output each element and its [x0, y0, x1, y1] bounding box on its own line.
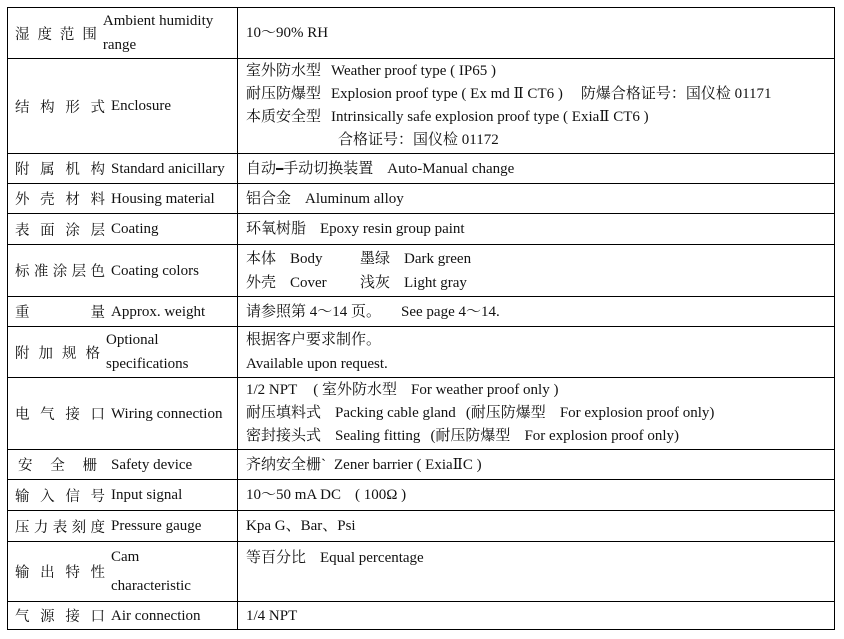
value-zh: 外壳	[246, 274, 277, 291]
label-zh-char: 重	[15, 305, 30, 321]
value-zh: 铝合金	[246, 190, 292, 207]
table-row	[8, 214, 835, 245]
value-text: 1/4 NPT	[246, 607, 298, 624]
value-zh: 本质安全型	[246, 109, 322, 125]
label-zh-char: 层	[71, 264, 87, 280]
value-zh: 室外防水型	[246, 63, 322, 79]
value-en: Light gray	[404, 274, 467, 291]
label-zh-char: 色	[90, 264, 105, 280]
value-zh: 根据客户要求制作。	[246, 332, 382, 348]
label-zh-char: 材	[65, 192, 80, 208]
label-zh	[8, 188, 111, 209]
value-en: For explosion proof only)	[559, 405, 715, 421]
table-row	[8, 297, 835, 327]
label-en: Optional specifications	[106, 332, 189, 372]
label-zh-char: 涂	[65, 222, 80, 239]
value-en: Aluminum alloy	[305, 190, 404, 207]
table-row	[8, 450, 835, 480]
row-label	[8, 59, 238, 154]
value-zh: ( 室外防水型	[313, 382, 398, 398]
label-zh-char: 围	[82, 26, 97, 43]
value-text: Kpa G、Bar、Psi	[246, 518, 356, 534]
label-zh-char: 构	[90, 162, 105, 178]
row-label	[8, 297, 238, 327]
label-zh	[8, 23, 103, 44]
label-zh-char: 度	[90, 519, 105, 536]
value-zh: 环氧树脂	[246, 221, 307, 237]
row-value	[238, 450, 835, 480]
label-en: Safety device	[111, 456, 193, 473]
certificate-text: 合格证号：国仪检 01172	[338, 132, 499, 148]
table-row	[8, 154, 835, 184]
label-zh-char: 面	[40, 222, 55, 239]
label-zh-char: 刻	[71, 519, 87, 536]
row-label	[8, 8, 238, 59]
label-zh-char: 标	[15, 264, 30, 280]
certificate-text: 防爆合格证号：国仪检 01171	[580, 86, 772, 102]
label-zh	[8, 605, 111, 626]
row-value	[238, 214, 835, 245]
label-zh-char: 规	[62, 345, 77, 362]
row-label	[8, 327, 238, 378]
value-en: Cover	[290, 274, 327, 291]
value-en: Intrinsically safe explosion proof type ( ExiaⅡ CT6 )	[331, 109, 649, 125]
label-zh-char: 性	[90, 565, 105, 581]
label-zh-char: 准	[33, 264, 49, 280]
table-row	[8, 602, 835, 630]
label-zh-char: 力	[33, 519, 49, 536]
value-zh: 密封接头式	[246, 428, 322, 444]
dash-glyph: ━	[276, 161, 284, 176]
label-zh	[8, 561, 111, 582]
label-zh-char: 输	[15, 488, 30, 505]
row-value	[238, 327, 835, 378]
row-value	[238, 154, 835, 184]
label-zh-char: 压	[15, 519, 30, 536]
label-zh-char: 口	[90, 609, 105, 625]
value-zh: 手动切换装置	[283, 160, 374, 177]
label-zh-char: 口	[90, 407, 105, 423]
row-value	[238, 378, 835, 450]
value-en: Sealing fitting	[335, 428, 421, 444]
value-text: ( 100Ω )	[355, 487, 407, 503]
row-value	[238, 542, 835, 602]
label-zh-char: 涂	[52, 264, 68, 280]
label-zh	[8, 342, 106, 363]
label-en: Standard anicillary	[111, 160, 225, 177]
row-value	[238, 184, 835, 214]
label-zh	[8, 516, 111, 537]
label-zh-char: 安	[18, 458, 33, 474]
value-zh: 耐压填料式	[246, 405, 322, 421]
label-zh-char: 气	[40, 407, 55, 423]
label-zh	[8, 219, 111, 240]
value-zh: 自动	[246, 160, 277, 177]
label-zh-char: 湿	[15, 26, 30, 43]
label-en: Air connection	[111, 607, 201, 624]
value-en: Packing cable gland	[335, 405, 456, 421]
label-en: Cam characteristic	[111, 548, 191, 594]
table-row	[8, 184, 835, 214]
label-zh-char: 结	[15, 99, 30, 116]
label-zh-char: 号	[90, 488, 105, 505]
row-value	[238, 297, 835, 327]
table-row	[8, 378, 835, 450]
row-value	[238, 511, 835, 542]
table-row	[8, 245, 835, 297]
row-label	[8, 214, 238, 245]
label-zh-char: 格	[85, 345, 100, 362]
label-en: Housing material	[111, 190, 215, 207]
label-zh-char: 壳	[40, 192, 55, 208]
label-zh-char: 度	[37, 26, 52, 43]
label-en: Approx. weight	[111, 303, 206, 320]
row-label	[8, 542, 238, 602]
row-value	[238, 59, 835, 154]
label-zh-char: 外	[15, 192, 30, 208]
label-zh-char: 形	[65, 99, 80, 116]
value-en: Available upon request.	[246, 356, 388, 372]
label-zh-char: 层	[90, 222, 105, 239]
table-row	[8, 59, 835, 154]
label-en: Enclosure	[111, 98, 171, 114]
label-zh-char: 入	[40, 488, 55, 505]
row-value	[238, 245, 835, 297]
label-en: Wiring connection	[111, 405, 223, 422]
label-zh-char: 气	[15, 609, 30, 625]
label-zh-char: 附	[15, 162, 30, 178]
label-zh-char: 栅	[82, 458, 97, 474]
label-zh-char: 接	[65, 407, 80, 423]
table-row	[8, 327, 835, 378]
value-text: 10～50 mA DC	[246, 487, 342, 503]
label-en: Pressure gauge	[111, 518, 202, 534]
value-en: See page 4～14.	[401, 303, 500, 320]
spec-table	[7, 7, 835, 630]
row-label	[8, 602, 238, 630]
value-text: 10～90% RH	[246, 25, 329, 41]
row-label	[8, 511, 238, 542]
label-zh-char: 出	[40, 565, 55, 581]
label-zh-char: 接	[65, 609, 80, 625]
value-en: Explosion proof type ( Ex md Ⅱ CT6 )	[331, 86, 563, 102]
value-en: Zener barrier ( ExiaⅡC )	[334, 456, 482, 473]
label-en: Coating colors	[111, 262, 199, 279]
row-label	[8, 480, 238, 511]
label-zh	[8, 96, 111, 117]
table-row	[8, 480, 835, 511]
label-zh-char: 特	[65, 565, 80, 581]
label-zh	[8, 301, 111, 322]
label-en: Coating	[111, 221, 159, 237]
row-label	[8, 378, 238, 450]
value-en: Body	[290, 250, 323, 267]
label-zh-char: 机	[65, 162, 80, 178]
value-en: Epoxy resin group paint	[320, 221, 465, 237]
value-en: Weather proof type ( IP65 )	[331, 63, 497, 79]
label-zh-char: 式	[90, 99, 105, 116]
value-zh: 耐压防爆型	[246, 86, 322, 102]
table-row	[8, 511, 835, 542]
label-zh-char: 源	[40, 609, 55, 625]
value-zh: 请参照第 4～14 页。	[246, 303, 382, 320]
row-value	[238, 8, 835, 59]
value-en: Auto-Manual change	[387, 160, 515, 177]
label-zh-char: 电	[15, 407, 30, 423]
row-label	[8, 450, 238, 480]
row-label	[8, 245, 238, 297]
label-zh-char: 信	[65, 488, 80, 505]
value-en: For explosion proof only)	[524, 428, 680, 444]
row-label	[8, 184, 238, 214]
value-en: For weather proof only )	[411, 382, 559, 398]
value-zh: 等百分比	[246, 550, 307, 566]
label-zh-char: 构	[40, 99, 55, 116]
label-en: Ambient humidity range	[102, 13, 214, 53]
label-zh	[8, 485, 111, 506]
label-zh-char: 加	[38, 345, 53, 362]
label-zh-char: 属	[40, 162, 55, 178]
value-zh: 墨绿	[360, 250, 391, 267]
table-row	[8, 8, 835, 59]
row-value	[238, 602, 835, 630]
value-zh: 浅灰	[360, 274, 391, 291]
label-zh-char: 表	[52, 519, 68, 536]
label-zh	[8, 403, 111, 424]
value-zh: 齐纳安全栅`	[246, 456, 326, 473]
label-zh	[8, 260, 111, 281]
label-zh-char: 料	[90, 192, 105, 208]
value-zh: 本体	[246, 250, 277, 267]
value-en: Equal percentage	[320, 550, 424, 566]
value-zh: (耐压防爆型	[430, 428, 511, 444]
table-row	[8, 542, 835, 602]
label-zh	[8, 454, 111, 475]
label-en: Input signal	[111, 487, 183, 503]
label-zh-char: 范	[59, 26, 75, 43]
value-text: 1/2 NPT	[246, 382, 298, 398]
value-zh: (耐压防爆型	[465, 405, 546, 421]
label-zh-char: 输	[15, 565, 30, 581]
label-zh-char: 量	[90, 305, 105, 321]
label-zh-char: 全	[50, 458, 65, 474]
label-zh	[8, 158, 111, 179]
row-label	[8, 154, 238, 184]
row-value	[238, 480, 835, 511]
label-zh-char: 附	[15, 345, 30, 362]
value-en: Dark green	[404, 250, 472, 267]
label-zh-char: 表	[15, 222, 30, 239]
